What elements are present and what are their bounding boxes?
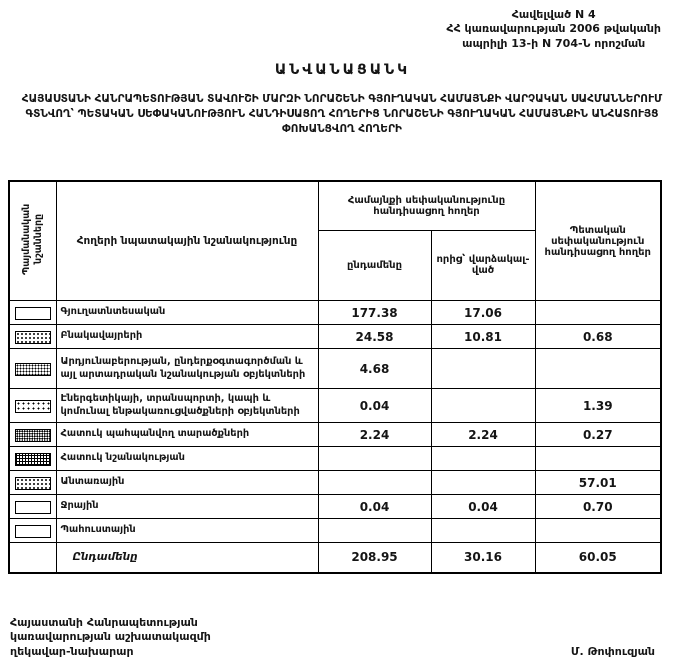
table-row [9, 495, 661, 519]
legend-cell [9, 325, 56, 349]
value-state [535, 519, 661, 543]
decision-line: ապրիլի 13-ի N 704-Ն որոշման [462, 36, 646, 50]
table-row [9, 447, 661, 471]
land-category-label: Բնակավայրերի [56, 325, 318, 349]
total-value-state: 60.05 [535, 543, 661, 573]
column-header-state: Պետական սեփականություն հանդիսացող հողեր [535, 181, 661, 301]
table-row [9, 349, 661, 389]
value-total: 4.68 [318, 349, 431, 389]
land-category-label: Պահուստային [56, 519, 318, 543]
table-row [9, 301, 661, 325]
legend-cell [9, 349, 56, 389]
land-category-label: Արդյունաբերության, ընդերքօգտագործման և այլ արտադրական նշանակության օբյեկտների [56, 349, 318, 389]
table-row [9, 423, 661, 447]
value-total: 0.04 [318, 389, 431, 423]
value-state [535, 349, 661, 389]
signatory-title-line: ղեկավար-նախարար [10, 644, 134, 658]
table-row [9, 519, 661, 543]
value-state: 0.27 [535, 423, 661, 447]
legend-cell [9, 495, 56, 519]
value-total: 177.38 [318, 301, 431, 325]
signatory-title-line: կառավարության աշխատակազմի [10, 630, 211, 644]
government-line: ՀՀ կառավարության 2006 թվականի [446, 22, 661, 36]
legend-cell [9, 471, 56, 495]
land-category-label: Գյուղատնտեսական [56, 301, 318, 325]
value-total [318, 447, 431, 471]
value-leased [431, 519, 535, 543]
value-total: 0.04 [318, 495, 431, 519]
value-leased: 2.24 [431, 423, 535, 447]
signatory-title-line: Հայաստանի Հանրապետության [10, 616, 198, 629]
appendix-header [446, 8, 661, 51]
legend-cell [9, 389, 56, 423]
value-total [318, 519, 431, 543]
legend-cell-empty [9, 543, 56, 573]
legend-cell [9, 447, 56, 471]
value-state [535, 301, 661, 325]
appendix-number: Հավելված N 4 [511, 8, 596, 21]
value-state [535, 447, 661, 471]
legend-cell [9, 519, 56, 543]
value-leased [431, 349, 535, 389]
legend-swatch [15, 453, 51, 466]
document-subtitle: ՀԱՅԱՍՏԱՆԻ ՀԱՆՐԱՊԵՏՈՒԹՅԱՆ ՏԱՎՈՒՇԻ ՄԱՐԶԻ ՆՈՐԱՇԵՆԻ ԳՅՈՒՂԱԿԱՆ ՀԱՄԱՅՆՔԻ ՎԱՐՉԱԿԱՆ ՍԱՀՄԱՆՆԵՐՈՒՄ ԳՏՆՎՈՂ՝ ՊԵՏԱԿԱՆ ՍԵՓԱԿԱՆՈՒԹՅՈՒՆ ՀԱՆԴԻՍԱՑՈՂ ՀՈՂԵՐԻՑ ՆՈՐԱՇԵՆԻ ԳՅՈՒՂԱԿԱՆ ՀԱՄԱՅՆՔԻՆ ԱՆՀԱՏՈՒՅՑ ՓՈԽԱՆՑՎՈՂ ՀՈՂԵՐԻ [21, 93, 663, 136]
value-state: 1.39 [535, 389, 661, 423]
value-leased [431, 389, 535, 423]
legend-cell [9, 423, 56, 447]
legend-cell [9, 301, 56, 325]
value-leased: 0.04 [431, 495, 535, 519]
value-leased [431, 447, 535, 471]
legend-swatch [15, 363, 51, 376]
table-row [9, 389, 661, 423]
value-leased: 17.06 [431, 301, 535, 325]
value-total: 24.58 [318, 325, 431, 349]
legend-swatch [15, 331, 51, 344]
total-value-total: 208.95 [318, 543, 431, 573]
legend-swatch [15, 525, 51, 538]
column-header-leased: որից՝ վարձակալ-ված [431, 230, 535, 300]
table-total-row [9, 543, 661, 573]
value-state: 57.01 [535, 471, 661, 495]
land-category-label: Էներգետիկայի, տրանսպորտի, կապի և կոմունալ ենթակառուցվածքների օբյեկտների [56, 389, 318, 423]
legend-swatch [15, 501, 51, 514]
column-header-symbols [9, 181, 56, 301]
signatory-name: Մ. Թոփուզյան [570, 645, 655, 658]
land-category-label: Ջրային [56, 495, 318, 519]
value-state: 0.70 [535, 495, 661, 519]
value-leased: 10.81 [431, 325, 535, 349]
value-state: 0.68 [535, 325, 661, 349]
total-label: Ընդամենը [56, 543, 318, 573]
legend-swatch [15, 477, 51, 490]
land-category-label: Հատուկ պահպանվող տարածքների [56, 423, 318, 447]
value-total [318, 471, 431, 495]
legend-swatch [15, 400, 51, 413]
column-header-total: ընդամենը [318, 230, 431, 300]
column-header-community-group: Համայնքի սեփականությունը հանդիսացող հողեր [318, 181, 535, 230]
column-header-purpose: Հողերի նպատակային նշանակությունը [56, 181, 318, 301]
value-leased [431, 471, 535, 495]
table-row [9, 325, 661, 349]
column-header-symbols-label: Պայմանական նշանները [20, 203, 44, 275]
table-row [9, 471, 661, 495]
value-total: 2.24 [318, 423, 431, 447]
land-table [8, 180, 662, 574]
land-category-label: Հատուկ նշանակության [56, 447, 318, 471]
legend-swatch [15, 307, 51, 320]
legend-swatch [15, 429, 51, 442]
land-category-label: Անտառային [56, 471, 318, 495]
total-value-leased: 30.16 [431, 543, 535, 573]
signatory-title-block [10, 616, 211, 659]
document-title: ԱՆՎԱՆԱՑԱՆԿ [274, 62, 411, 78]
